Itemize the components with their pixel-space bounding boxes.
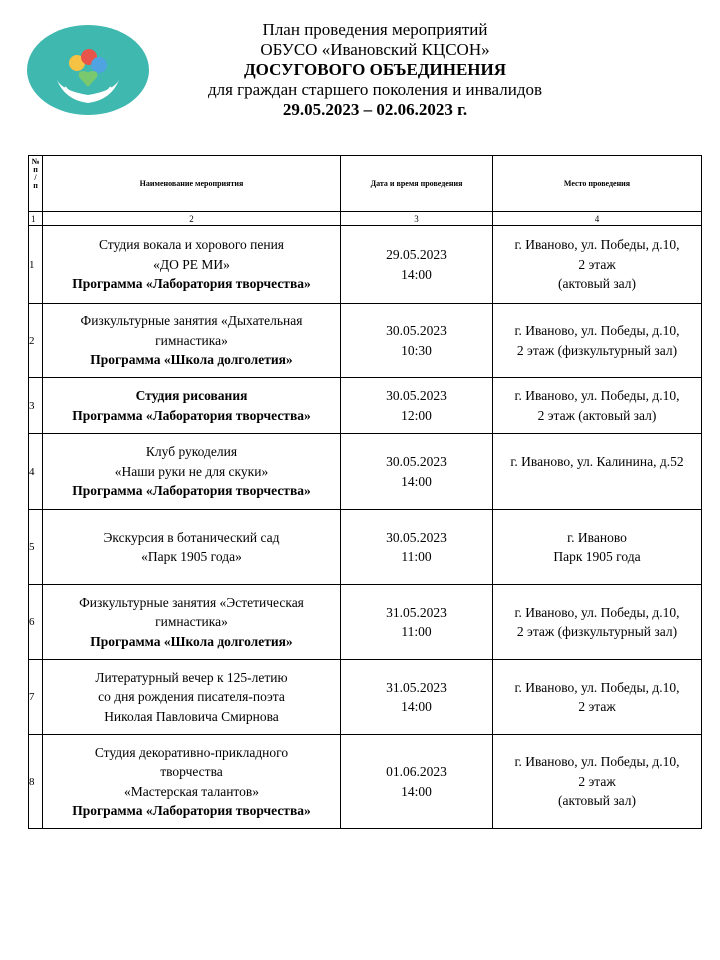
event-name: Студия рисования — [135, 388, 248, 403]
place-line: г. Иваново, ул. Победы, д.10, — [514, 679, 680, 695]
event-cell — [43, 378, 341, 434]
event-date: 30.05.2023 — [386, 529, 447, 545]
place-cell — [493, 585, 702, 660]
row-number: 6 — [29, 585, 43, 660]
event-date: 30.05.2023 — [386, 388, 447, 403]
table-row — [29, 735, 702, 829]
place-line: 2 этаж — [578, 256, 616, 272]
table-row — [29, 434, 702, 510]
event-cell — [43, 226, 341, 304]
datetime-cell — [341, 378, 493, 434]
event-time: 10:30 — [401, 342, 432, 358]
place-cell — [493, 434, 702, 510]
event-program: Программа «Лаборатория творчества» — [72, 276, 311, 292]
row-number: 2 — [29, 304, 43, 378]
datetime-cell — [341, 735, 493, 829]
place-line: г. Иваново — [567, 529, 627, 545]
place-line: г. Иваново, ул. Победы, д.10, — [514, 323, 680, 338]
table-row — [29, 510, 702, 585]
event-time: 14:00 — [401, 699, 432, 714]
place-line: г. Иваново, ул. Победы, д.10, — [514, 754, 680, 770]
event-name: творчества — [160, 764, 223, 779]
header-title: План проведения мероприятий — [262, 20, 488, 39]
datetime-cell — [341, 660, 493, 735]
column-index-row — [29, 212, 702, 226]
table-row — [29, 585, 702, 660]
event-time: 14:00 — [401, 473, 432, 489]
event-date: 31.05.2023 — [386, 604, 447, 620]
event-name: гимнастика» — [155, 614, 228, 630]
event-cell — [43, 660, 341, 735]
event-name: Студия вокала и хорового пения — [98, 237, 285, 253]
row-number: 7 — [29, 660, 43, 735]
place-line: (актовый зал) — [557, 276, 637, 292]
event-name: Клуб рукоделия — [145, 444, 238, 460]
column-header-datetime: Дата и время проведения — [341, 156, 493, 212]
event-date: 31.05.2023 — [386, 679, 447, 695]
event-program: Программа «Лаборатория творчества» — [72, 407, 311, 423]
place-line: г. Иваново, ул. Победы, д.10, — [514, 237, 680, 253]
column-header-number: № п / п — [29, 156, 43, 212]
event-time: 11:00 — [401, 624, 432, 639]
datetime-cell — [341, 510, 493, 585]
event-time: 12:00 — [401, 407, 432, 423]
event-program: Программа «Школа долголетия» — [90, 352, 293, 368]
event-name: «Мастерская талантов» — [123, 783, 260, 799]
place-line: (актовый зал) — [557, 793, 637, 809]
place-cell — [493, 735, 702, 829]
place-line: 2 этаж (физкультурный зал) — [516, 624, 678, 639]
event-name: «ДО РЕ МИ» — [153, 256, 230, 272]
place-cell — [493, 660, 702, 735]
organization-logo — [27, 25, 149, 115]
datetime-cell — [341, 434, 493, 510]
column-index: 3 — [341, 212, 493, 226]
event-name: Литературный вечер к 125-летию — [95, 669, 288, 685]
datetime-cell — [341, 226, 493, 304]
place-line: 2 этаж — [578, 773, 616, 789]
place-line: 2 этаж (актовый зал) — [537, 407, 657, 423]
row-number: 5 — [29, 510, 43, 585]
event-name: гимнастика» — [155, 332, 228, 348]
header-audience: для граждан старшего поколения и инвалидов — [207, 80, 543, 99]
event-time: 11:00 — [401, 549, 432, 564]
event-date: 29.05.2023 — [386, 247, 447, 262]
event-date: 30.05.2023 — [386, 454, 447, 469]
column-index: 4 — [493, 212, 702, 226]
place-line: г. Иваново, ул. Калинина, д.52 — [510, 454, 684, 469]
row-number: 1 — [29, 226, 43, 304]
event-cell — [43, 585, 341, 660]
datetime-cell — [341, 585, 493, 660]
place-line: г. Иваново, ул. Победы, д.10, — [514, 604, 680, 620]
event-program: Программа «Лаборатория творчества» — [72, 803, 311, 818]
event-name: Николая Павловича Смирнова — [104, 708, 279, 724]
header-association: ДОСУГОВОГО ОБЪЕДИНЕНИЯ — [243, 60, 507, 79]
column-index: 1 — [29, 212, 43, 226]
event-cell — [43, 510, 341, 585]
row-number: 4 — [29, 434, 43, 510]
column-header-event: Наименование мероприятия — [43, 156, 341, 212]
place-line: 2 этаж — [578, 699, 616, 714]
event-program: Программа «Лаборатория творчества» — [72, 483, 311, 499]
table-row — [29, 660, 702, 735]
place-cell — [493, 378, 702, 434]
table-row — [29, 226, 702, 304]
column-index: 2 — [43, 212, 341, 226]
place-cell — [493, 304, 702, 378]
events-table — [28, 155, 702, 829]
event-date: 01.06.2023 — [386, 764, 447, 779]
event-name: Экскурсия в ботанический сад — [103, 529, 280, 545]
place-line: г. Иваново, ул. Победы, д.10, — [514, 388, 680, 403]
event-name: «Наши руки не для скуки» — [114, 463, 269, 479]
event-name: Физкультурные занятия «Дыхательная — [80, 313, 303, 329]
row-number: 8 — [29, 735, 43, 829]
hands-heart-logo-icon — [27, 25, 149, 115]
event-name: «Парк 1905 года» — [141, 549, 242, 564]
event-program: Программа «Школа долголетия» — [90, 633, 293, 649]
event-name: Физкультурные занятия «Эстетическая — [79, 594, 304, 610]
event-cell — [43, 735, 341, 829]
column-header-place: Место проведения — [493, 156, 702, 212]
event-date: 30.05.2023 — [386, 323, 447, 338]
header-period: 29.05.2023 – 02.06.2023 г. — [282, 100, 468, 119]
event-name: Студия декоративно-прикладного — [94, 744, 289, 760]
row-number: 3 — [29, 378, 43, 434]
place-cell — [493, 510, 702, 585]
event-time: 14:00 — [401, 266, 432, 282]
event-cell — [43, 434, 341, 510]
event-cell — [43, 304, 341, 378]
table-row — [29, 378, 702, 434]
table-header-row — [29, 156, 702, 212]
event-time: 14:00 — [401, 783, 432, 799]
document-header — [150, 20, 600, 120]
place-line: Парк 1905 года — [553, 549, 641, 564]
place-line: 2 этаж (физкультурный зал) — [516, 342, 678, 358]
table-row — [29, 304, 702, 378]
header-organization: ОБУСО «Ивановский КЦСОН» — [260, 40, 490, 59]
datetime-cell — [341, 304, 493, 378]
event-name: со дня рождения писателя-поэта — [98, 689, 285, 705]
place-cell — [493, 226, 702, 304]
